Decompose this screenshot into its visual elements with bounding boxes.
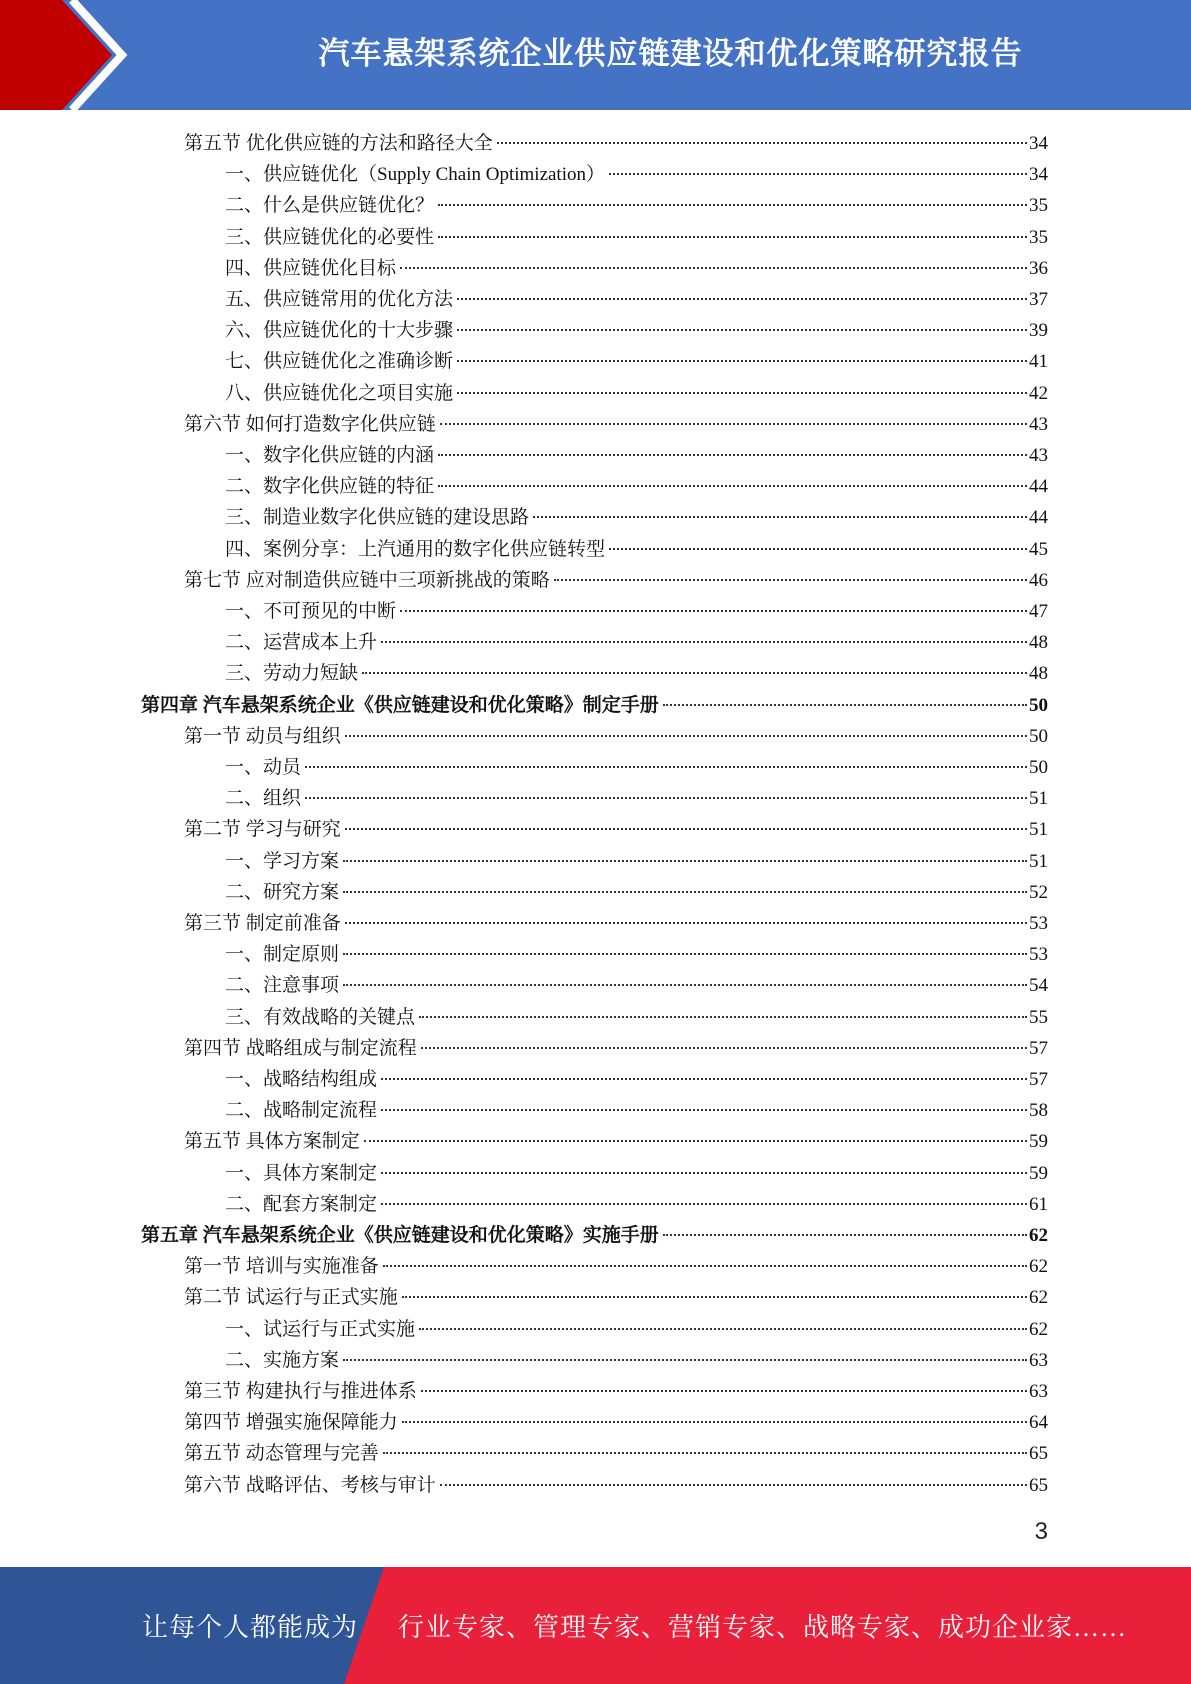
toc-dot-leader	[381, 640, 1027, 643]
toc-entry-title: 第三节 构建执行与推进体系	[184, 1381, 417, 1402]
toc-entry-title: 一、试运行与正式实施	[225, 1318, 416, 1340]
toc-dot-leader	[345, 734, 1027, 737]
toc-dot-leader	[400, 609, 1027, 612]
toc-entry[interactable]	[225, 783, 1048, 814]
toc-entry[interactable]	[225, 315, 1048, 346]
toc-entry-page: 63	[1029, 1381, 1048, 1402]
toc-entry-title: 一、不可预见的中断	[225, 601, 397, 622]
toc-dot-leader	[609, 172, 1027, 175]
toc-entry-title: 第四章 汽车悬架系统企业《供应链建设和优化策略》制定手册	[141, 694, 659, 716]
toc-dot-leader	[381, 1108, 1027, 1111]
toc-dot-leader	[440, 422, 1027, 425]
toc-dot-leader	[457, 297, 1027, 300]
toc-entry[interactable]	[184, 128, 1048, 159]
toc-entry-title: 三、制造业数字化供应链的建设思路	[225, 507, 530, 529]
toc-entry[interactable]	[225, 346, 1048, 377]
toc-entry-page: 36	[1029, 257, 1048, 279]
toc-entry-page: 48	[1029, 632, 1048, 654]
toc-dot-leader	[362, 671, 1027, 674]
toc-entry[interactable]	[225, 752, 1048, 783]
toc-entry-page: 65	[1029, 1474, 1048, 1496]
toc-entry-title: 二、配套方案制定	[225, 1193, 378, 1215]
toc-entry[interactable]	[225, 627, 1048, 658]
toc-entry-page: 61	[1029, 1193, 1048, 1215]
page-footer	[0, 1567, 1191, 1684]
toc-dot-leader	[663, 1233, 1027, 1236]
toc-entry-title: 第五章 汽车悬架系统企业《供应链建设和优化策略》实施手册	[141, 1225, 659, 1246]
toc-entry[interactable]	[225, 846, 1048, 877]
toc-dot-leader	[345, 921, 1027, 924]
toc-entry-page: 53	[1029, 944, 1048, 966]
toc-entry-title: 第二节 学习与研究	[184, 819, 341, 841]
toc-entry-page: 47	[1029, 601, 1048, 622]
toc-dot-leader	[457, 391, 1027, 394]
toc-entry-title: 第五节 具体方案制定	[184, 1131, 360, 1153]
toc-dot-leader	[383, 1264, 1027, 1267]
toc-entry-title: 二、组织	[225, 788, 302, 810]
toc-entry-page: 54	[1029, 975, 1048, 997]
toc-dot-leader	[457, 359, 1027, 362]
toc-entry[interactable]	[225, 596, 1048, 627]
toc-entry[interactable]	[225, 471, 1048, 502]
toc-entry-page: 34	[1029, 133, 1048, 154]
toc-dot-leader	[381, 1202, 1027, 1205]
toc-entry-page: 62	[1029, 1318, 1048, 1340]
toc-dot-leader	[345, 827, 1027, 830]
toc-entry[interactable]	[225, 440, 1048, 471]
toc-dot-leader	[421, 1046, 1027, 1049]
toc-entry[interactable]	[141, 690, 1048, 721]
toc-entry-title: 一、具体方案制定	[225, 1162, 378, 1184]
page-number: 3	[1034, 1518, 1048, 1545]
toc-entry-title: 二、实施方案	[225, 1349, 340, 1371]
toc-dot-leader	[343, 952, 1027, 955]
toc-entry[interactable]	[225, 190, 1048, 221]
toc-entry-page: 62	[1029, 1287, 1048, 1309]
toc-entry[interactable]	[225, 1345, 1048, 1376]
toc-entry[interactable]	[184, 409, 1048, 440]
toc-entry-title: 一、供应链优化（Supply Chain Optimization）	[225, 164, 605, 186]
toc-entry[interactable]	[184, 814, 1048, 845]
toc-entry-title: 第六节 战略评估、考核与审计	[184, 1474, 436, 1496]
toc-entry-title: 二、注意事项	[225, 975, 340, 997]
footer-slogan-left: 让每个人都能成为	[142, 1613, 359, 1642]
toc-entry-page: 44	[1029, 476, 1048, 498]
toc-entry-page: 51	[1029, 819, 1048, 841]
toc-entry[interactable]	[225, 284, 1048, 315]
toc-entry[interactable]	[184, 1033, 1048, 1064]
toc-dot-leader	[383, 1451, 1027, 1454]
toc-entry[interactable]	[225, 534, 1048, 565]
toc-entry-page: 62	[1029, 1225, 1048, 1246]
toc-entry-title: 四、案例分享：上汽通用的数字化供应链转型	[225, 538, 606, 560]
toc-dot-leader	[440, 1483, 1027, 1486]
toc-entry-title: 第二节 试运行与正式实施	[184, 1287, 398, 1309]
toc-entry[interactable]	[184, 1376, 1048, 1407]
toc-entry[interactable]	[184, 1251, 1048, 1282]
toc-entry-page: 50	[1029, 757, 1048, 778]
toc-entry-title: 第七节 应对制造供应链中三项新挑战的策略	[184, 569, 550, 591]
toc-entry-page: 57	[1029, 1069, 1048, 1090]
toc-entry-title: 第四节 战略组成与制定流程	[184, 1037, 417, 1059]
toc-entry[interactable]	[184, 1407, 1048, 1438]
toc-entry-title: 第四节 增强实施保障能力	[184, 1412, 398, 1434]
toc-entry-page: 62	[1029, 1256, 1048, 1278]
toc-entry-title: 一、战略结构组成	[225, 1069, 378, 1090]
toc-entry-title: 六、供应链优化的十大步骤	[225, 320, 454, 342]
toc-entry[interactable]	[184, 721, 1048, 752]
toc-dot-leader	[533, 515, 1027, 518]
toc-dot-leader	[421, 1389, 1027, 1392]
toc-entry[interactable]	[225, 222, 1048, 253]
toc-dot-leader	[305, 765, 1027, 768]
toc-entry-page: 51	[1029, 788, 1048, 810]
toc-dot-leader	[343, 1358, 1027, 1361]
toc-entry-page: 53	[1029, 913, 1048, 934]
toc-entry-title: 三、供应链优化的必要性	[225, 226, 435, 248]
toc-entry-page: 59	[1029, 1131, 1048, 1153]
toc-dot-leader	[438, 235, 1027, 238]
toc-entry[interactable]	[184, 908, 1048, 939]
toc-dot-leader	[609, 547, 1027, 550]
toc-dot-leader	[663, 703, 1027, 706]
toc-entry-page: 64	[1029, 1412, 1048, 1434]
toc-entry-page: 65	[1029, 1443, 1048, 1465]
toc-entry-page: 37	[1029, 289, 1048, 310]
toc-entry-page: 55	[1029, 1006, 1048, 1028]
toc-dot-leader	[402, 1295, 1027, 1298]
toc-entry-page: 42	[1029, 382, 1048, 404]
toc-entry-page: 50	[1029, 694, 1048, 716]
toc-dot-leader	[381, 1171, 1027, 1174]
toc-entry-title: 二、战略制定流程	[225, 1100, 378, 1122]
toc-entry-page: 34	[1029, 164, 1048, 186]
toc-entry[interactable]	[225, 253, 1048, 284]
toc-entry-title: 第一节 动员与组织	[184, 725, 341, 747]
toc-entry-page: 41	[1029, 351, 1048, 373]
toc-entry-title: 第五节 动态管理与完善	[184, 1443, 379, 1465]
toc-entry[interactable]	[184, 1438, 1048, 1469]
toc-dot-leader	[402, 1420, 1027, 1423]
report-title: 汽车悬架系统企业供应链建设和优化策略研究报告	[318, 35, 1023, 71]
toc-entry[interactable]	[225, 877, 1048, 908]
toc-entry[interactable]	[225, 1158, 1048, 1189]
toc-entry[interactable]	[225, 1189, 1048, 1220]
toc-entry[interactable]	[184, 565, 1048, 596]
toc-dot-leader	[343, 859, 1027, 862]
toc-dot-leader	[438, 453, 1027, 456]
toc-dot-leader	[438, 484, 1027, 487]
toc-entry-title: 第三节 制定前准备	[184, 913, 341, 934]
toc-dot-leader	[343, 890, 1027, 893]
toc-entry-page: 63	[1029, 1349, 1048, 1371]
toc-entry-page: 43	[1029, 445, 1048, 466]
header-chevron-logo	[0, 0, 150, 110]
toc-entry-title: 第六节 如何打造数字化供应链	[184, 413, 436, 435]
page-header	[0, 0, 1191, 110]
toc-entry-title: 二、什么是供应链优化？	[225, 195, 435, 217]
toc-entry-page: 52	[1029, 881, 1048, 903]
toc-entry-page: 35	[1029, 226, 1048, 248]
toc-entry[interactable]	[184, 1282, 1048, 1313]
toc-dot-leader	[381, 1077, 1027, 1080]
toc-entry-title: 第一节 培训与实施准备	[184, 1256, 379, 1278]
toc-entry[interactable]	[225, 939, 1048, 970]
toc-entry-title: 四、供应链优化目标	[225, 257, 397, 279]
toc-entry-title: 三、劳动力短缺	[225, 663, 359, 685]
toc-entry-page: 46	[1029, 569, 1048, 591]
toc-entry-title: 五、供应链常用的优化方法	[225, 289, 454, 310]
toc-entry-title: 七、供应链优化之准确诊断	[225, 351, 454, 373]
toc-dot-leader	[305, 796, 1027, 799]
toc-entry[interactable]	[225, 970, 1048, 1001]
toc-dot-leader	[364, 1139, 1027, 1142]
toc-entry-page: 39	[1029, 320, 1048, 342]
toc-entry-title: 八、供应链优化之项目实施	[225, 382, 454, 404]
toc-dot-leader	[457, 328, 1027, 331]
footer-slogan-right: 行业专家、管理专家、营销专家、战略专家、成功企业家……	[398, 1613, 1128, 1642]
toc-entry-title: 一、制定原则	[225, 944, 340, 966]
toc-dot-leader	[438, 203, 1027, 206]
toc-entry[interactable]	[141, 1220, 1048, 1251]
toc-entry-title: 一、动员	[225, 757, 302, 778]
toc-entry-page: 51	[1029, 850, 1048, 872]
toc-dot-leader	[554, 578, 1027, 581]
toc-entry-page: 50	[1029, 725, 1048, 747]
toc-entry[interactable]	[225, 378, 1048, 409]
toc-entry-title: 二、研究方案	[225, 881, 340, 903]
toc-entry[interactable]	[184, 1470, 1048, 1501]
toc-dot-leader	[497, 141, 1027, 144]
toc-entry-title: 二、运营成本上升	[225, 632, 378, 654]
toc-entry-page: 35	[1029, 195, 1048, 217]
toc-entry[interactable]	[225, 159, 1048, 190]
toc-entry-title: 一、学习方案	[225, 850, 340, 872]
toc-entry-page: 43	[1029, 413, 1048, 435]
toc-entry-page: 59	[1029, 1162, 1048, 1184]
toc-entry-page: 45	[1029, 538, 1048, 560]
toc-entry-title: 三、有效战略的关键点	[225, 1006, 416, 1028]
toc-dot-leader	[343, 983, 1027, 986]
toc-entry-title: 第五节 优化供应链的方法和路径大全	[184, 133, 493, 154]
toc-entry-page: 57	[1029, 1037, 1048, 1059]
toc-dot-leader	[419, 1327, 1027, 1330]
toc-entry-page: 48	[1029, 663, 1048, 685]
toc-entry[interactable]	[184, 1126, 1048, 1157]
toc-entry[interactable]	[225, 502, 1048, 533]
toc-dot-leader	[419, 1015, 1027, 1018]
toc-entry-title: 二、数字化供应链的特征	[225, 476, 435, 498]
toc-entry[interactable]	[225, 1314, 1048, 1345]
toc-entry-page: 44	[1029, 507, 1048, 529]
toc-entry[interactable]	[225, 1064, 1048, 1095]
toc-entry[interactable]	[225, 1095, 1048, 1126]
toc-entry-title: 一、数字化供应链的内涵	[225, 445, 435, 466]
toc-entry-page: 58	[1029, 1100, 1048, 1122]
toc-dot-leader	[400, 266, 1027, 269]
toc-entry[interactable]	[225, 1002, 1048, 1033]
toc-entry[interactable]	[225, 658, 1048, 689]
